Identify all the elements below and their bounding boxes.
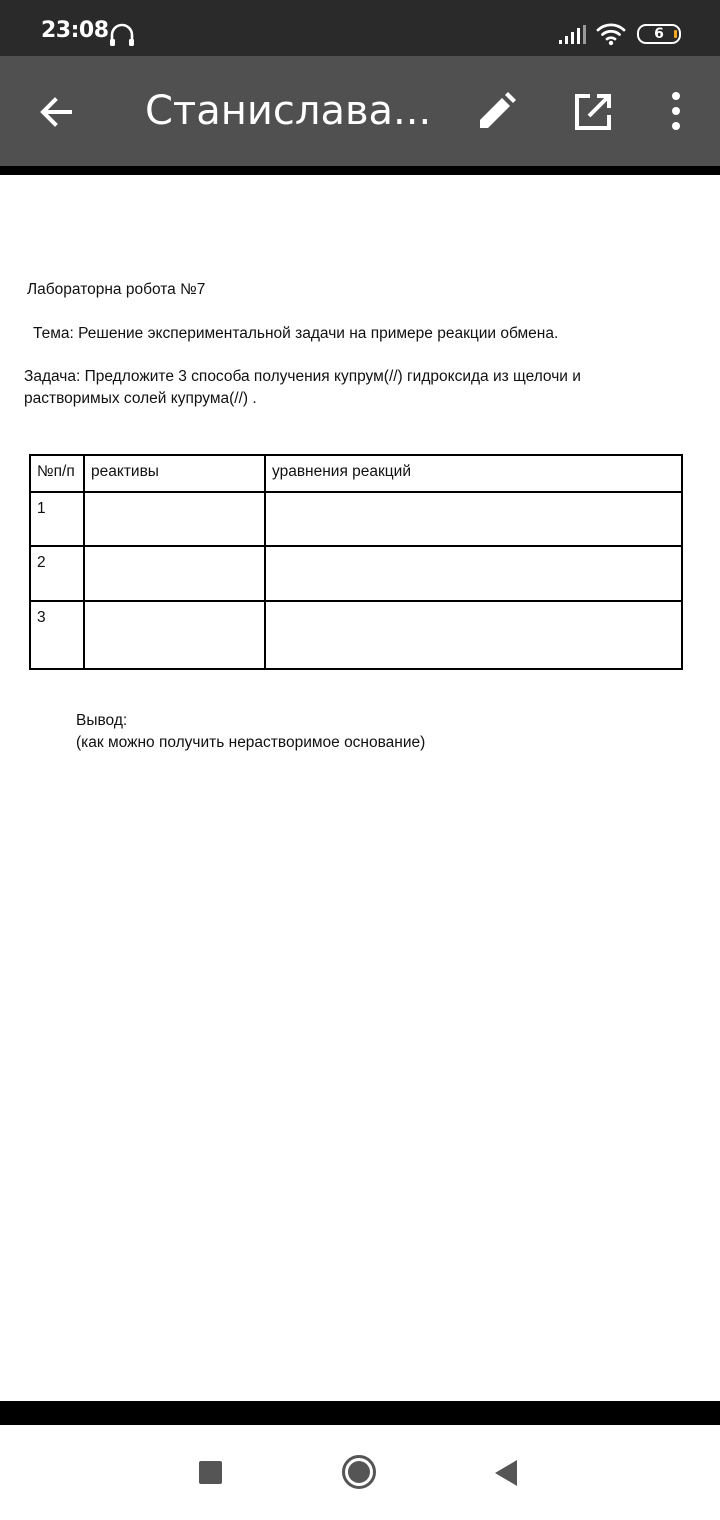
document-title: Станислава...	[145, 88, 432, 134]
table-cell: 1	[30, 492, 84, 546]
home-circle-icon[interactable]	[341, 1454, 377, 1490]
battery-level: 6	[654, 26, 664, 42]
back-arrow-icon[interactable]	[36, 92, 76, 132]
table-row	[30, 492, 682, 546]
table-cell	[265, 546, 682, 601]
table-row	[30, 601, 682, 669]
table-header-cell: реактивы	[84, 455, 265, 492]
headset-icon	[108, 22, 136, 48]
table-cell	[84, 601, 265, 669]
battery-fill	[674, 30, 677, 38]
document-topic: Тема: Решение экспериментальной задачи на примере реакции обмена.	[33, 325, 559, 342]
table-cell: 3	[30, 601, 84, 669]
table-cell	[265, 601, 682, 669]
signal-icon	[558, 25, 586, 45]
more-vert-icon[interactable]	[664, 90, 688, 134]
back-triangle-icon[interactable]	[494, 1458, 518, 1488]
conclusion-hint: (как можно получить нерастворимое основание)	[76, 734, 426, 751]
app-bar-divider	[0, 166, 720, 175]
table-header-cell: уравнения реакций	[265, 455, 682, 492]
document-heading: Лабораторна робота №7	[27, 281, 206, 298]
reactions-table	[29, 454, 683, 670]
recents-square-icon[interactable]	[199, 1461, 222, 1484]
table-header-cell: №п/п	[30, 455, 84, 492]
status-bar	[0, 0, 720, 56]
document-task-line-1: Задача: Предложите 3 способа получения купрум(//) гидроксида из щелочи и	[24, 368, 581, 385]
open-external-icon[interactable]	[571, 90, 615, 134]
document-task-line-2: растворимых солей купрума(//) .	[24, 390, 257, 407]
navigation-bar	[0, 1425, 720, 1520]
table-cell: 2	[30, 546, 84, 601]
battery-icon	[637, 24, 681, 44]
table-cell	[84, 546, 265, 601]
table-header-row	[30, 455, 682, 492]
table-cell	[84, 492, 265, 546]
pencil-icon[interactable]	[474, 90, 518, 134]
wifi-icon	[596, 22, 626, 46]
table-row	[30, 546, 682, 601]
conclusion-title: Вывод:	[76, 712, 128, 729]
table-cell	[265, 492, 682, 546]
document-bottom-bar	[0, 1401, 720, 1425]
status-time: 23:08	[41, 18, 109, 43]
app-bar	[0, 56, 720, 166]
